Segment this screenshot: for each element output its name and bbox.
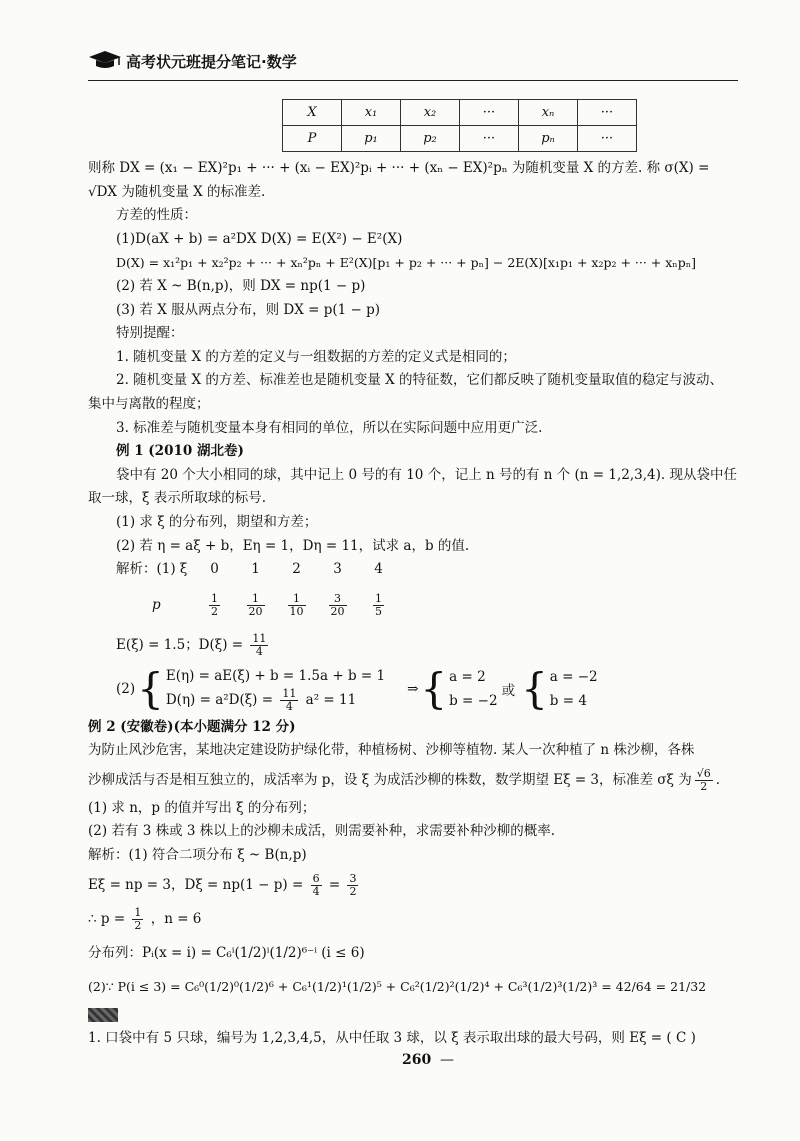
dist-value: 3 — [333, 561, 342, 578]
solution-prob-row — [88, 582, 738, 628]
formula-line: ∴ p = $\frac{1}{2}$ ，n = 6 — [88, 905, 202, 932]
left-brace: { — [521, 663, 548, 713]
formula-line: 分布列：Pᵢ(x = i) = C₆ⁱ(1/2)ⁱ(1/2)⁶⁻ⁱ (i ≤ 6) — [88, 944, 365, 961]
equation: D(η) = a²D(ξ) = $\frac{11}{4}$ a² = 11 — [165, 687, 357, 714]
table-cell: x₂ — [401, 100, 460, 126]
formula-line: Eξ = np = 3，Dξ = np(1 − p) = $\frac{6}{4}$ = $\frac{3}{2}$ — [88, 871, 357, 898]
text-line: (3) 若 X 服从两点分布，则 DX = p(1 − p) — [116, 301, 381, 318]
prob-fraction: $\frac{1}{5}$ — [375, 591, 382, 618]
header-title: 高考状元班提分笔记·数学 — [126, 53, 297, 71]
prob-fraction: $\frac{3}{20}$ — [330, 591, 345, 618]
text-line: 则称 DX = (x₁ − EX)²p₁ + ··· + (xᵢ − EX)²pᵢ + ··· + (xₙ − EX)²pₙ 为随机变量 X 的方差. 称 σ(X) = — [88, 160, 710, 176]
text-line: 集中与离散的程度； — [88, 395, 210, 412]
text-line: 取一球，ξ 表示所取球的标号. — [88, 490, 267, 507]
dist-value: 0 — [210, 561, 219, 578]
text-line: 1. 随机变量 X 的方差的定义与一组数据的方差的定义式是相同的； — [116, 348, 516, 365]
exercise-line: 1. 口袋中有 5 只球，编号为 1,2,3,4,5，从中任取 3 球，以 ξ 表示取出球的最大号码，则 Eξ = ( C ) — [88, 1030, 696, 1047]
page-dash: — — [440, 1052, 454, 1068]
table-cell: p₂ — [401, 126, 460, 152]
section-heading: 方差的性质： — [116, 207, 197, 224]
example-1-title: 例 1 (2010 湖北卷) — [116, 443, 244, 460]
table-cell: ··· — [578, 100, 637, 126]
table-cell: pₙ — [519, 126, 578, 152]
text-line: (1) 求 ξ 的分布列，期望和方差； — [116, 513, 318, 530]
solution-value-row — [88, 558, 738, 582]
text-line: 解析：(1) 符合二项分布 ξ ~ B(n,p) — [88, 847, 307, 864]
table-cell: xₙ — [519, 100, 578, 126]
part-label: (2) — [116, 680, 136, 697]
answer-pair: a = 2 b = −2 — [449, 668, 498, 709]
graduation-cap-icon — [88, 50, 122, 70]
prob-fraction: $\frac{1}{2}$ — [211, 591, 218, 618]
exercise-badge-row — [88, 1004, 738, 1028]
table-cell: P — [283, 126, 342, 152]
prob-fraction: $\frac{1}{10}$ — [289, 591, 304, 618]
header-rule — [88, 80, 738, 81]
table-cell: ··· — [460, 100, 519, 126]
left-brace: { — [420, 663, 448, 713]
text-line: (2) 若有 3 株或 3 株以上的沙柳未成活，则需要补种，求需要补种沙柳的概率. — [88, 823, 556, 840]
text-line: 沙柳成活与否是相互独立的，成活率为 p，设 ξ 为成活沙柳的株数，数学期望 Eξ = 3，标准差 σξ 为 $\frac{√6}{2}$ . — [88, 766, 721, 793]
text-line: 2. 随机变量 X 的方差、标准差也是随机变量 X 的特征数，它们都反映了随机变量取值的稳定与波动、 — [116, 372, 724, 389]
page-number: 260 — [402, 1052, 432, 1068]
text-line: D(X) = x₁²p₁ + x₂²p₂ + ··· + xₙ²pₙ + E²(X)[p₁ + p₂ + ··· + pₙ] − 2E(X)[x₁p₁ + x₂p₂ + ··· + xₙpₙ] — [116, 255, 696, 271]
dist-value: 4 — [374, 561, 383, 578]
table-cell: X — [283, 100, 342, 126]
dist-value: 2 — [292, 561, 301, 578]
prob-fraction: $\frac{1}{20}$ — [248, 591, 263, 618]
table-cell: ··· — [460, 126, 519, 152]
formula-line: (2)∵ P(i ≤ 3) = C₆⁰(1/2)⁰(1/2)⁶ + C₆¹(1/2)¹(1/2)⁵ + C₆²(1/2)²(1/2)⁴ + C₆³(1/2)³(1/2)³ = 42/64 = 21/32 — [88, 978, 707, 994]
fraction: $\frac{11}{4}$ — [252, 631, 267, 658]
distribution-table — [282, 99, 637, 152]
table-row — [283, 126, 637, 152]
equation-system: (2) { E(η) = aE(ξ) + b = 1.5a + b = 1 D(η) = a²D(ξ) = $\frac{11}{4}$ a² = 11 ⇒ { a = 2 b = −2 或 { a = −2 b = 4 — [116, 663, 598, 714]
text-line: 袋中有 20 个大小相同的球，其中记上 0 号的有 10 个，记上 n 号的有 n 个 (n = 1,2,3,4). 现从袋中任 — [116, 466, 737, 483]
dist-value: 1 — [251, 561, 260, 578]
table-cell: x₁ — [342, 100, 401, 126]
table-cell: ··· — [578, 126, 637, 152]
expectation-line: E(ξ) = 1.5；D(ξ) = $\frac{11}{4}$ — [116, 631, 267, 658]
table-row — [283, 100, 637, 126]
page-header — [88, 48, 738, 76]
page-content — [88, 157, 738, 1051]
exercise-badge-icon — [88, 1008, 118, 1022]
answer-pair: a = −2 b = 4 — [549, 668, 598, 709]
text-line: 3. 标准差与随机变量本身有相同的单位，所以在实际问题中应用更广泛. — [116, 419, 543, 436]
left-brace: { — [137, 663, 164, 713]
prob-label: p — [152, 596, 161, 613]
text-line: (2) 若 η = aξ + b，Eη = 1，Dη = 11，试求 a，b 的值. — [116, 537, 470, 554]
text-line: (1)D(aX + b) = a²DX D(X) = E(X²) − E²(X) — [116, 230, 403, 247]
text-line: 为防止风沙危害，某地决定建设防护绿化带，种植杨树、沙柳等植物. 某人一次种植了 n 株沙柳，各株 — [88, 742, 695, 759]
solution-label: 解析：(1) ξ — [116, 561, 188, 578]
section-heading: 特别提醒： — [116, 325, 184, 342]
text-line: (1) 求 n，p 的值并写出 ξ 的分布列； — [88, 799, 316, 816]
text-line: √DX 为随机变量 X 的标准差. — [88, 183, 266, 200]
text-line: (2) 若 X ~ B(n,p)，则 DX = np(1 − p) — [116, 277, 366, 294]
example-2-title: 例 2 (安徽卷)(本小题满分 12 分) — [88, 718, 296, 735]
table-cell: p₁ — [342, 126, 401, 152]
equation: E(η) = aE(ξ) + b = 1.5a + b = 1 — [165, 668, 386, 685]
